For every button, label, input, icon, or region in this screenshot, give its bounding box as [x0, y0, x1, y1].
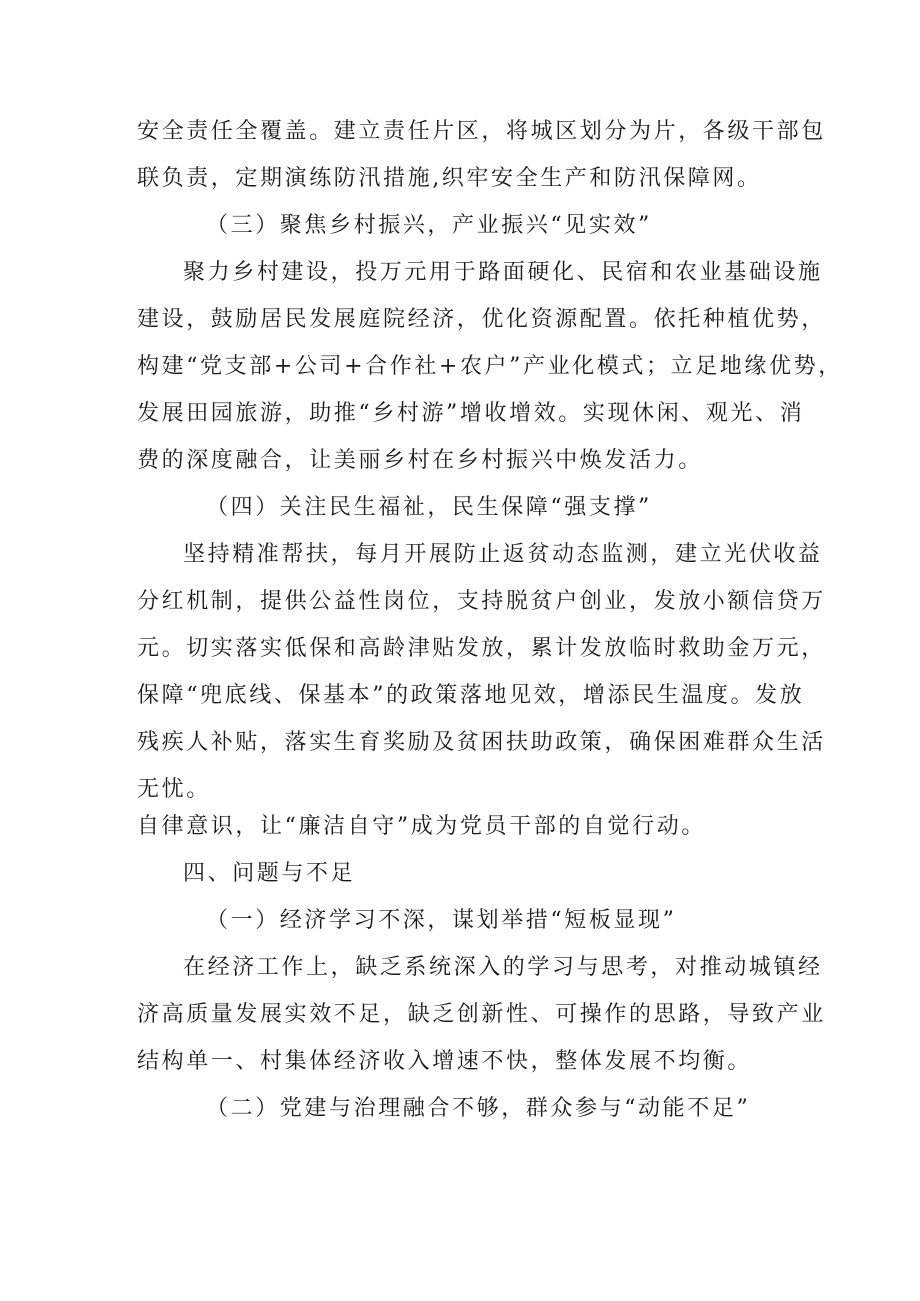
section-heading-1: （一）经济学习不深，谋划举措“短板显现” — [206, 908, 677, 933]
paragraph-line: 保障“兜底线、保基本”的政策落地见效，增添民生温度。发放 — [137, 683, 805, 708]
paragraph-line: 构建“党支部+公司+合作社+农户”产业化模式；立足地缘优势， — [137, 354, 843, 379]
paragraph-line: 济高质量发展实效不足，缺乏创新性、可操作的思路，导致产业 — [137, 1002, 826, 1027]
paragraph-line: 坚持精准帮扶，每月开展防止返贫动态监测，建立光伏收益 — [183, 542, 823, 567]
paragraph-line: 结构单一、村集体经济收入增速不快，整体发展不均衡。 — [137, 1049, 753, 1074]
paragraph-line: 残疾人补贴，落实生育奖励及贫困扶助政策，确保困难群众生活 — [137, 730, 826, 755]
section-heading-4: （四）关注民生福祉，民生保障“强支撑” — [206, 495, 652, 520]
chapter-heading: 四、问题与不足 — [183, 861, 356, 886]
section-heading-2: （二）党建与治理融合不够，群众参与“动能不足” — [206, 1096, 751, 1121]
paragraph-line: 聚力乡村建设，投万元用于路面硬化、民宿和农业基础设施 — [183, 260, 823, 285]
paragraph-line: 无忧。 — [137, 777, 211, 802]
paragraph-line: 建设，鼓励居民发展庭院经济，优化资源配置。依托种植优势， — [137, 307, 826, 332]
paragraph-line: 联负责，定期演练防汛措施,织牢安全生产和防汛保障网。 — [137, 166, 762, 191]
paragraph-line: 发展田园旅游，助推“乡村游”增收增效。实现休闲、观光、消 — [137, 401, 805, 426]
paragraph-line: 费的深度融合，让美丽乡村在乡村振兴中焕发活力。 — [137, 448, 703, 473]
paragraph-line: 分红机制，提供公益性岗位，支持脱贫户创业，发放小额信贷万 — [137, 589, 826, 614]
paragraph-line: 元。切实落实低保和高龄津贴发放，累计发放临时救助金万元， — [137, 636, 826, 661]
paragraph-line: 自律意识，让“廉洁自守”成为党员干部的自觉行动。 — [137, 814, 706, 839]
section-heading-3: （三）聚焦乡村振兴，产业振兴“见实效” — [206, 213, 652, 238]
paragraph-line: 安全责任全覆盖。建立责任片区，将城区划分为片，各级干部包 — [137, 119, 826, 144]
paragraph-line: 在经济工作上，缺乏系统深入的学习与思考，对推动城镇经 — [183, 955, 823, 980]
